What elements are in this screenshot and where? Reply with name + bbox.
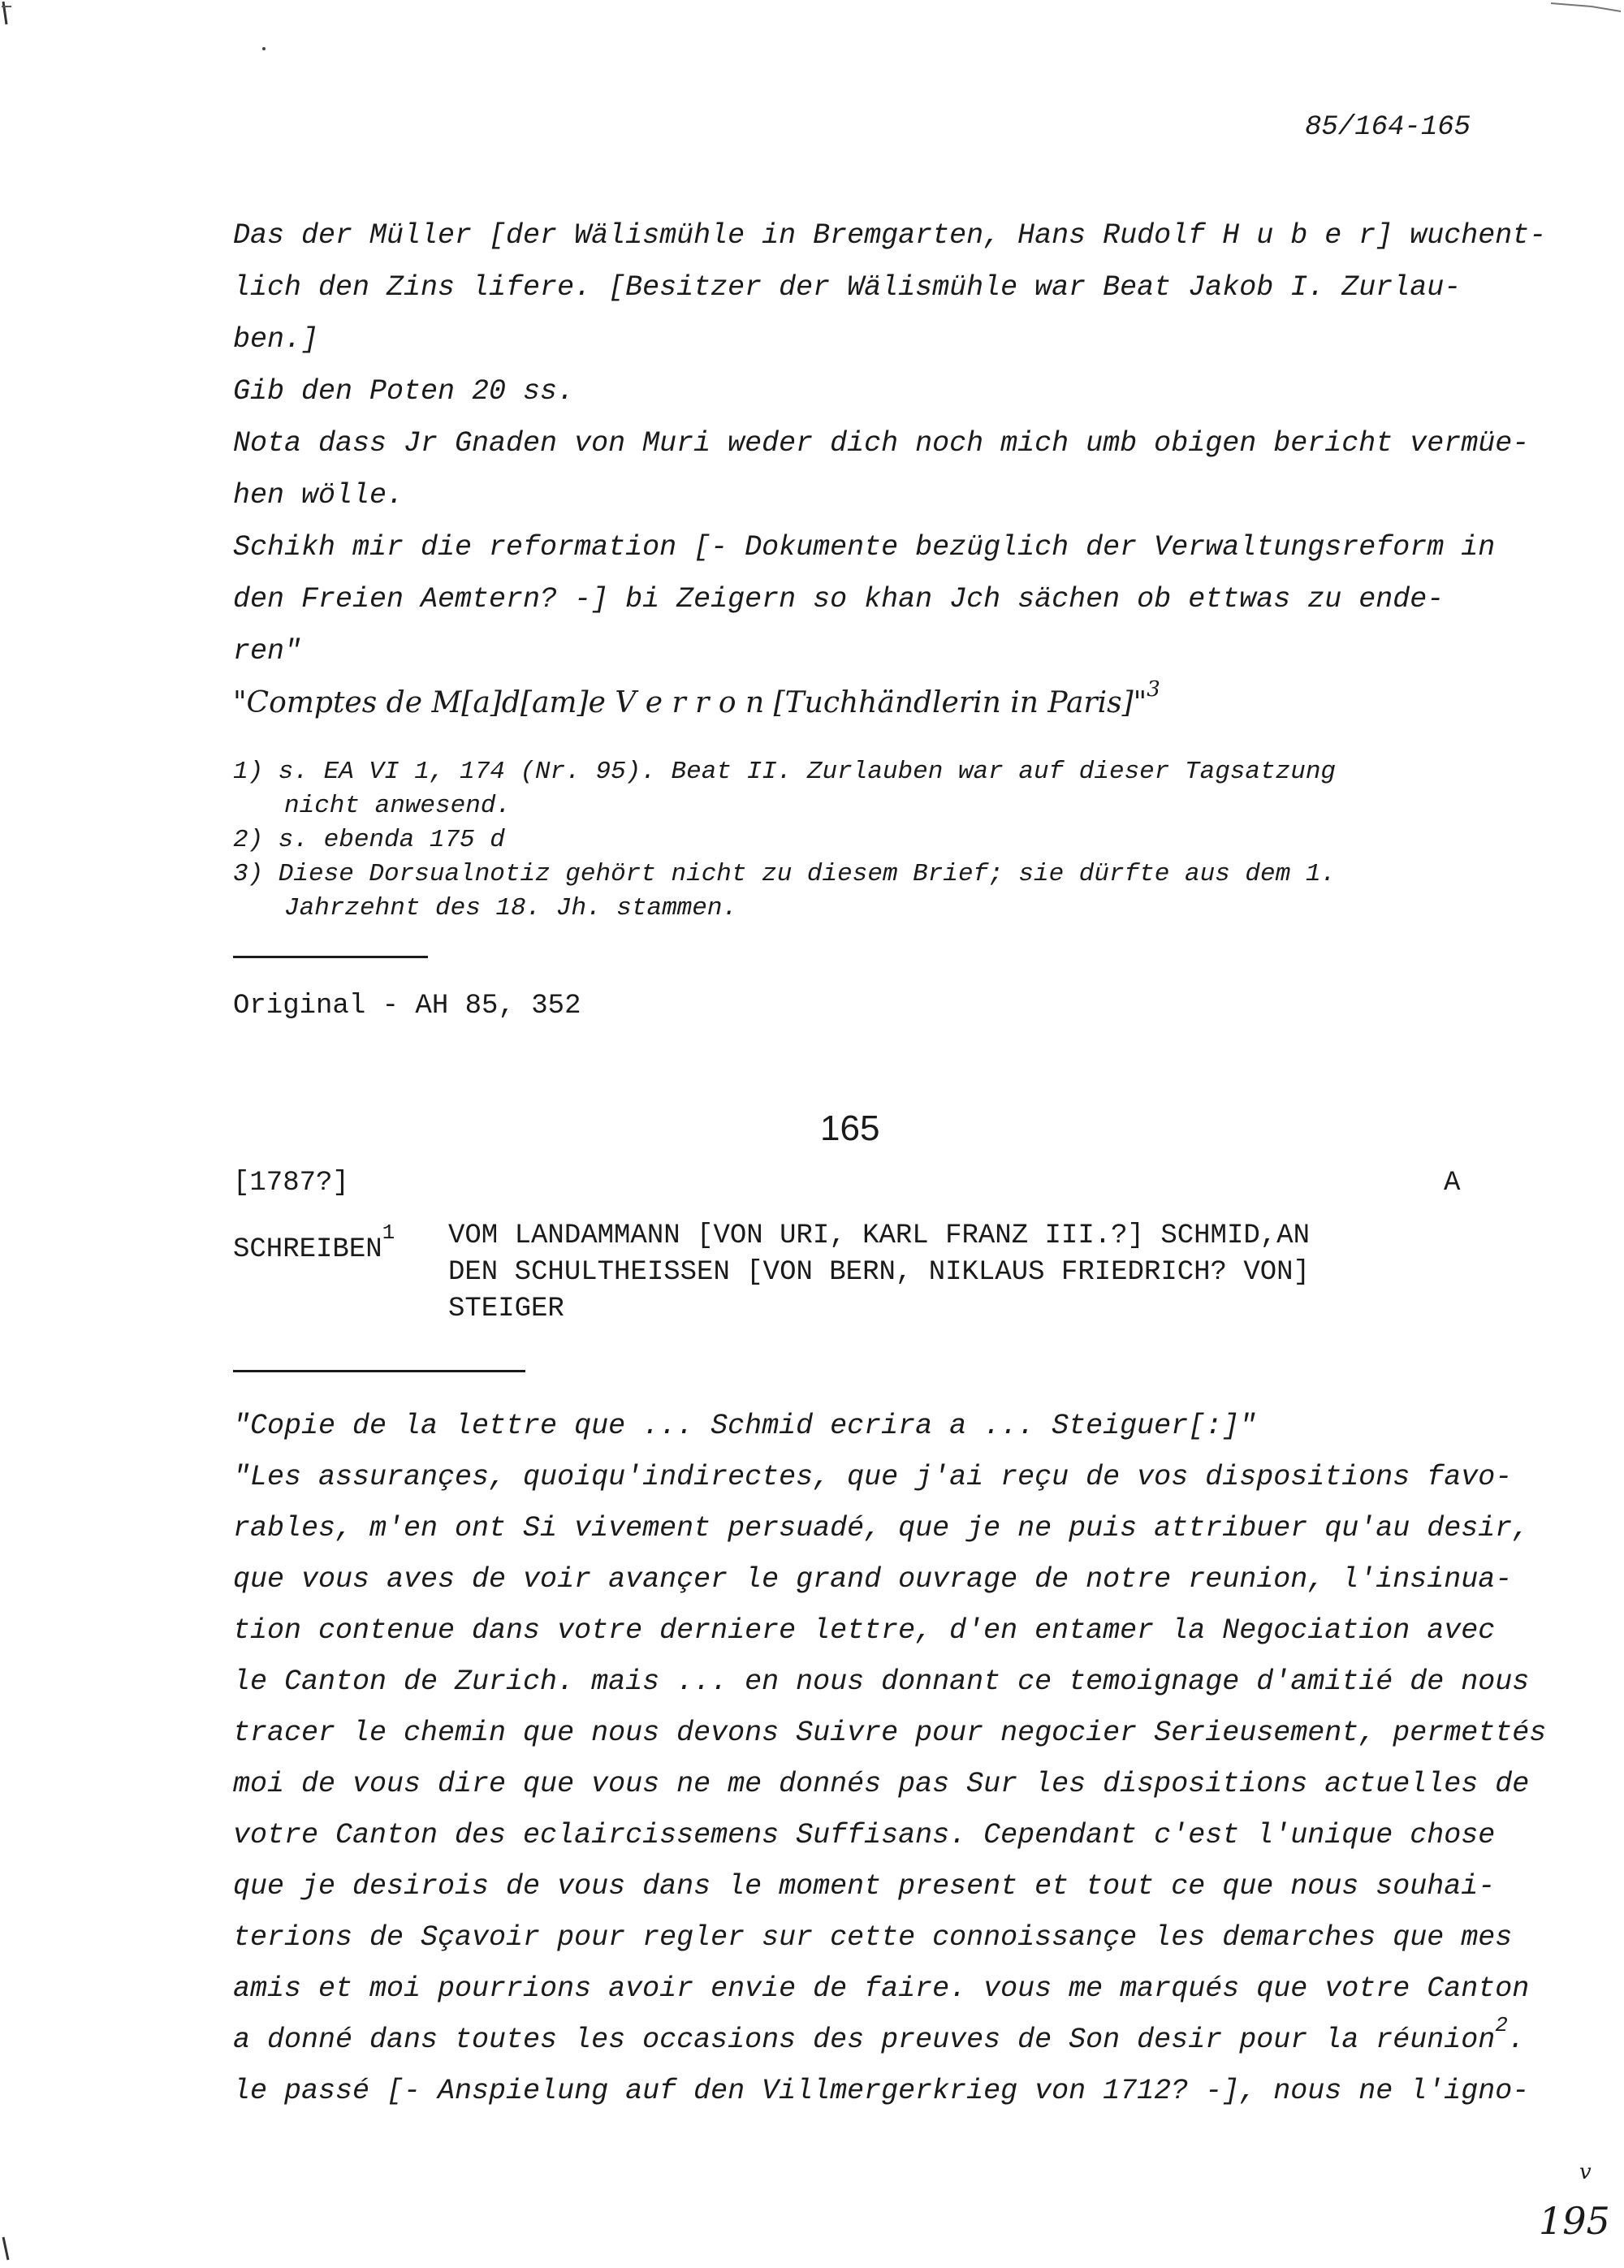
text-line: lich den Zins lifere. [Besitzer der Wälismühle war Beat Jakob I. Zurlau- — [233, 271, 1462, 304]
footnote-2: 2) s. ebenda 175 d — [233, 826, 505, 854]
footnote-1: 1) s. EA VI 1, 174 (Nr. 95). Beat II. Zurlauben war auf dieser Tagsatzung — [233, 758, 1337, 786]
text-line: "Copie de la lettre que ... Schmid ecrira a ... Steiguer[:]" — [233, 1410, 1257, 1442]
footnote-marker: 2 — [1495, 2013, 1508, 2037]
previous-text — [233, 210, 1546, 729]
page-reference: 85/164-165 — [1305, 112, 1471, 143]
footnote-marker: 1 — [382, 1220, 395, 1245]
document-title-line: STEIGER — [448, 1294, 564, 1324]
title-label: SCHREIBEN — [233, 1234, 382, 1265]
line-end: . — [1507, 2024, 1525, 2056]
text-line: ben.] — [233, 323, 319, 356]
footnote-1-cont: nicht anwesend. — [284, 792, 512, 820]
letter-text — [233, 1401, 1546, 2117]
original-reference: Original - AH 85, 352 — [233, 991, 581, 1022]
text-line: que vous aves de voir avançer le grand ouvrage de notre reunion, l'insinua- — [233, 1563, 1513, 1596]
footnote-3-cont: Jahrzehnt des 18. Jh. stammen. — [284, 894, 738, 922]
footnote-3: 3) Diese Dorsualnotiz gehört nicht zu diesem Brief; sie dürfte aus dem 1. — [233, 860, 1337, 888]
footnote-marker: 3 — [1147, 677, 1160, 702]
text-line: ren" — [233, 635, 302, 667]
scan-corner-mark — [0, 0, 49, 49]
footnotes — [233, 755, 1336, 926]
text-line: tracer le chemin que nous devons Suivre pour negocier Serieusement, permettés — [233, 1717, 1547, 1749]
document-title-line: DEN SCHULTHEISSEN [VON BERN, NIKLAUS FRIEDRICH? VON] — [448, 1257, 1310, 1288]
text-line: que je desirois de vous dans le moment present et tout ce que nous souhai- — [233, 1870, 1496, 1903]
text-line: moi de vous dire que vous ne me donnés pas Sur les dispositions actuelles de — [233, 1768, 1530, 1800]
text-line: rables, m'en ont Si vivement persuadé, que je ne puis attribuer qu'au desir, — [233, 1512, 1530, 1544]
text-line: Das der Müller [der Wälismühle in Bremgarten, Hans Rudolf H u b e r] wuchent- — [233, 219, 1547, 252]
text-line: le passé [- Anspielung auf den Villmergerkrieg von 1712? -], nous ne l'igno- — [233, 2075, 1530, 2107]
scan-corner-mark — [1543, 0, 1624, 24]
text-line: le Canton de Zurich. mais ... en nous donnant ce temoignage d'amitié de nous — [233, 1665, 1530, 1698]
separator-rule — [233, 956, 428, 958]
separator-rule — [233, 1370, 525, 1372]
document-number: 165 — [820, 1108, 880, 1148]
scan-dot — [260, 45, 268, 53]
text-line: "Les assurançes, quoiqu'indirectes, que j'ai reçu de vos dispositions favo- — [233, 1461, 1513, 1493]
text-line: Schikh mir die reformation [- Dokumente bezüglich der Verwaltungsreform in — [233, 531, 1496, 564]
comptes-line — [233, 677, 1546, 729]
document-type-letter: A — [1444, 1168, 1461, 1199]
line-text: a donné dans toutes les occasions des preuves de Son desir pour la réunion — [233, 2024, 1496, 2056]
comptes-text: "Comptes de M[a]d[am]e V e r r o n [Tuchhändlerin in Paris]" — [233, 686, 1147, 719]
document-date: [1787?] — [233, 1168, 349, 1199]
corner-mark: v — [1579, 2160, 1592, 2184]
text-line: hen wölle. — [233, 479, 404, 512]
text-line: Nota dass Jr Gnaden von Muri weder dich noch mich umb obigen bericht vermüe- — [233, 427, 1530, 460]
document-title-line: VOM LANDAMMANN [VON URI, KARL FRANZ III.?] SCHMID,AN — [448, 1220, 1310, 1251]
text-line: votre Canton des eclaircissemens Suffisans. Cependant c'est l'unique chose — [233, 1819, 1496, 1851]
text-line: den Freien Aemtern? -] bi Zeigern so khan Jch sächen ob ettwas zu ende- — [233, 583, 1445, 616]
text-line: terions de Sçavoir pour regler sur cette connoissançe les demarches que mes — [233, 1921, 1513, 1954]
document-title-label — [233, 1220, 395, 1265]
text-line: tion contenue dans votre derniere lettre, d'en entamer la Negociation avec — [233, 1614, 1496, 1647]
scan-corner-mark — [0, 2229, 32, 2266]
text-line — [233, 2015, 1546, 2066]
text-line: Gib den Poten 20 ss. — [233, 375, 575, 408]
text-line: amis et moi pourrions avoir envie de faire. vous me marqués que votre Canton — [233, 1972, 1530, 2005]
folio-number: 195 — [1539, 2199, 1610, 2243]
